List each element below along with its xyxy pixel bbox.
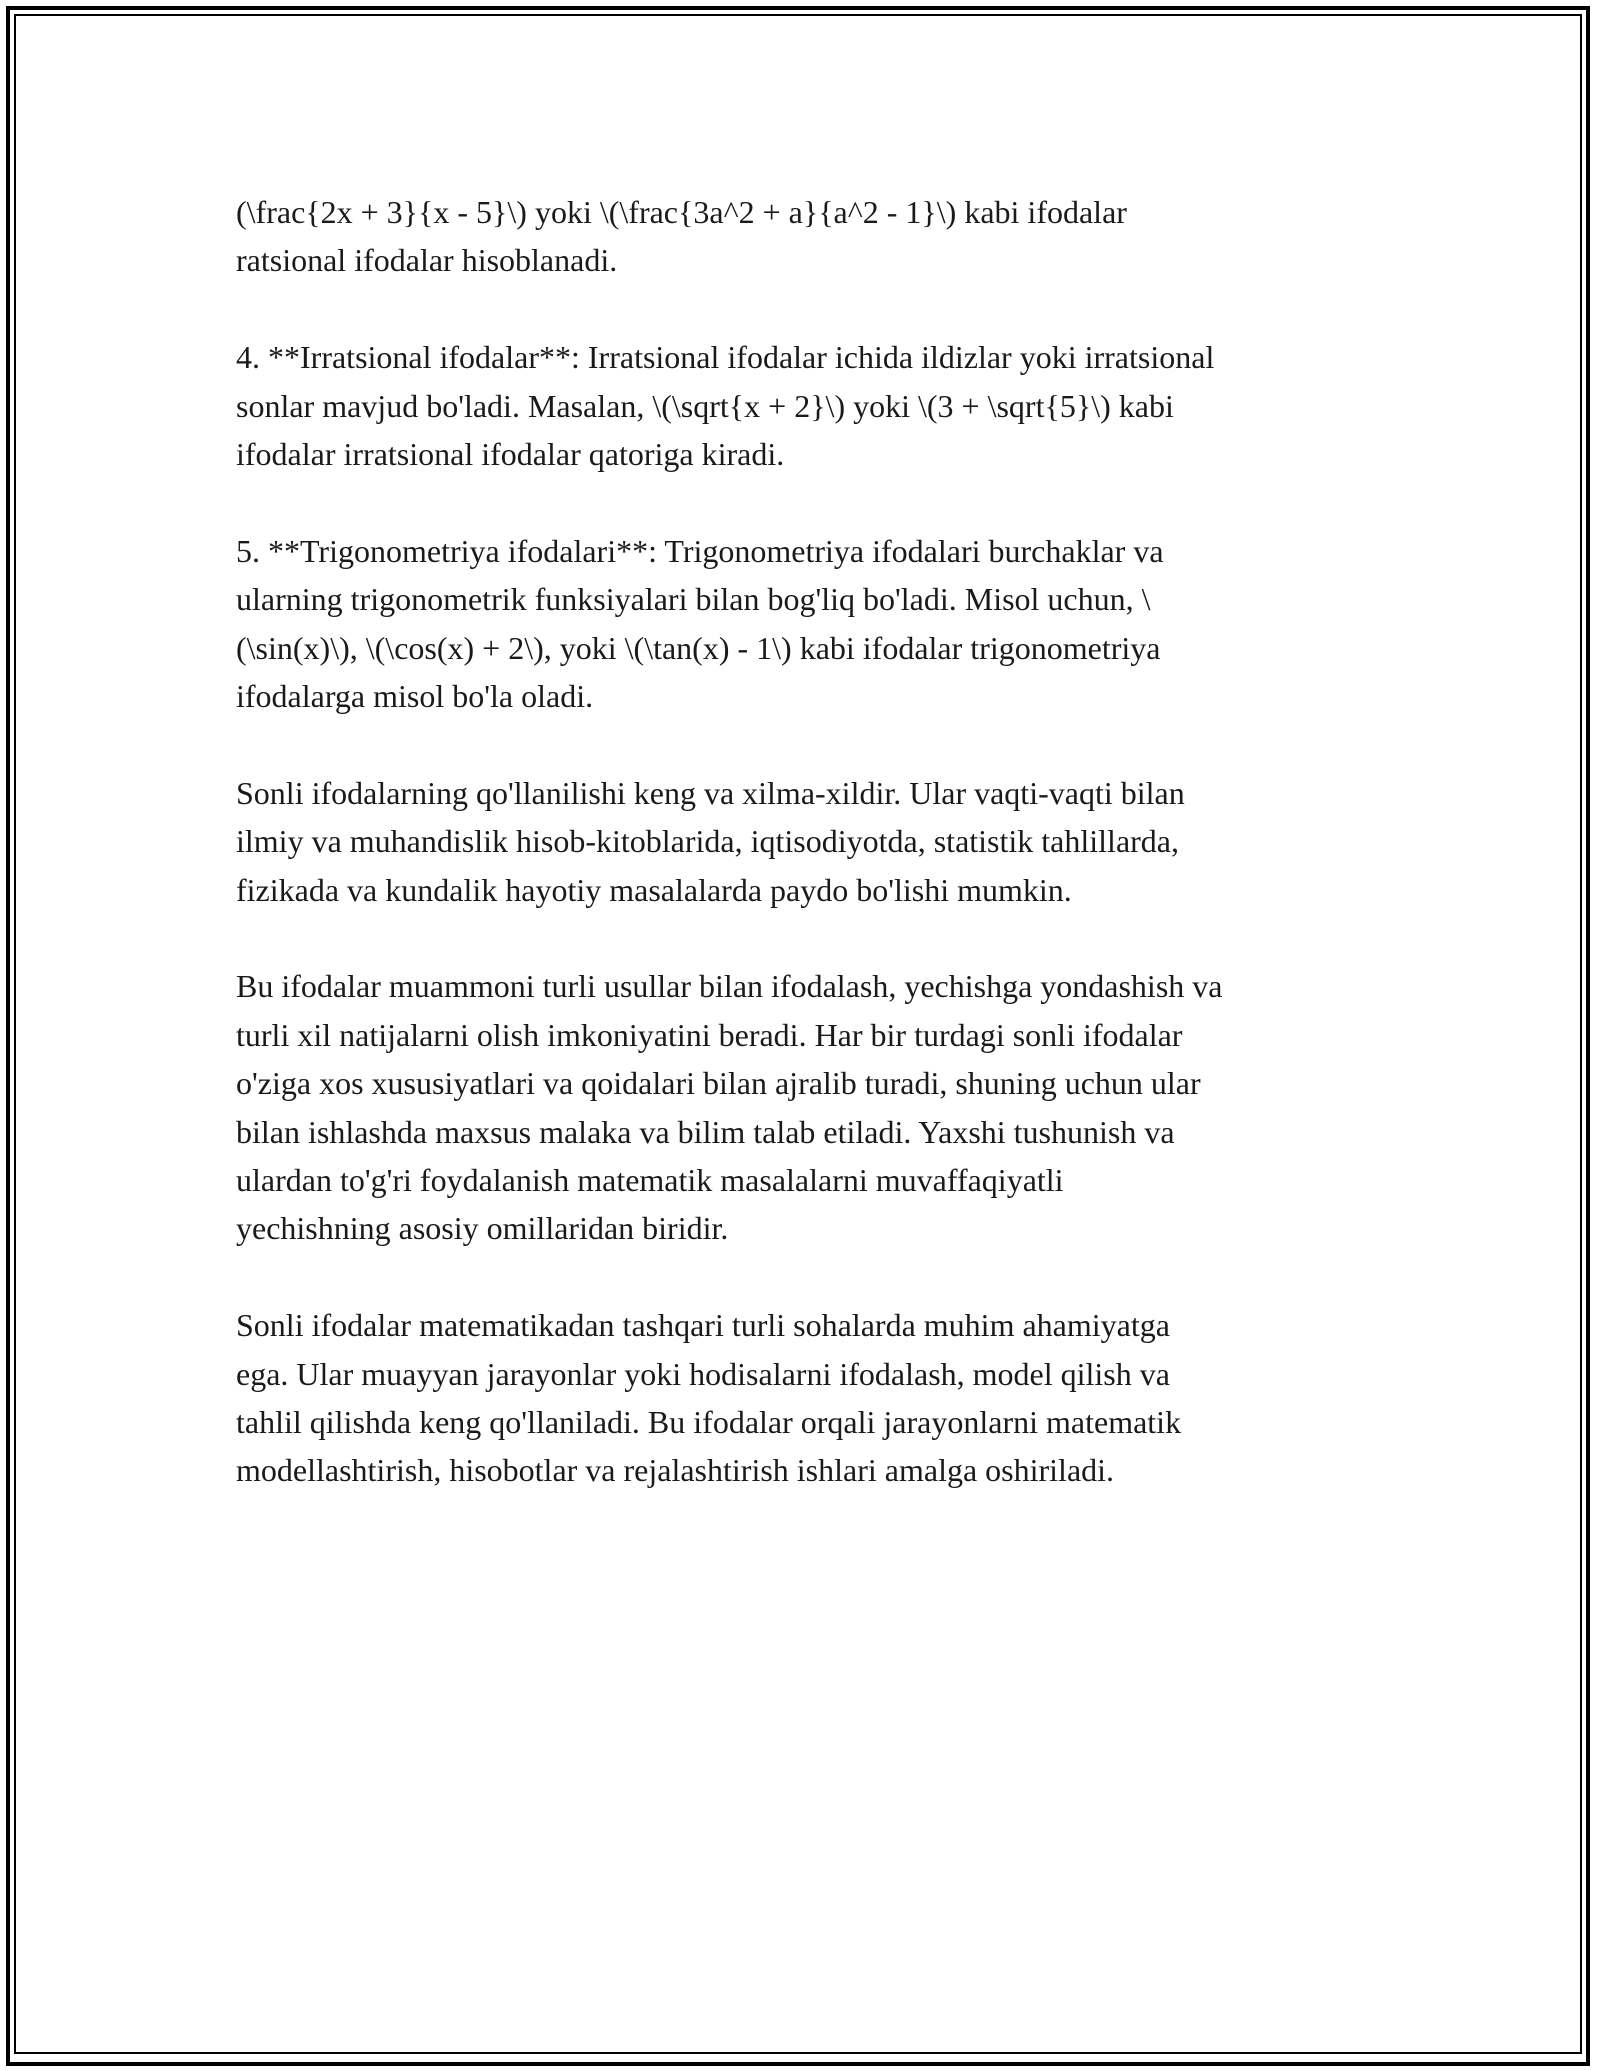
- paragraph-trigonometric-expressions: 5. **Trigonometriya ifodalari**: Trigonometriya ifodalari burchaklar va ularning trigonometrik funksiyalari bilan bog'liq bo'ladi. Misol uchun, \ (\sin(x)\), \(\cos(x) + 2\), yoki \(\tan(x) - 1\) kabi ifodalar trigonometriya ifodalarga misol bo'la oladi.: [236, 532, 1164, 715]
- paragraph-applications: Sonli ifodalarning qo'llanilishi keng va xilma-xildir. Ular vaqti-vaqti bilan ilmiy va muhandislik hisob-kitoblarida, iqtisodiyotda, statistik tahlillarda, fizikada va kundalik hayotiy masalalarda paydo bo'lishi mumkin.: [236, 774, 1185, 908]
- paragraph-problem-solving: Bu ifodalar muammoni turli usullar bilan ifodalash, yechishga yondashish va turli xil natijalarni olish imkoniyatini beradi. Har bir turdagi sonli ifodalar o'ziga xos xususiyatlari va qoidalari bilan ajralib turadi, shuning uchun ular bilan ishlashda maxsus malaka va bilim talab etiladi. Yaxshi tushunish va ulardan to'g'ri foydalanish matematik masalalarni muvaffaqiyatli yechishning asosiy omillaridan biridir.: [236, 968, 1223, 1247]
- paragraph-irrational-expressions: 4. **Irratsional ifodalar**: Irratsional ifodalar ichida ildizlar yoki irratsional sonlar mavjud bo'ladi. Masalan, \(\sqrt{x + 2}\) yoki \(3 + \sqrt{5}\) kabi ifodalar irratsional ifodalar qatoriga kiradi.: [236, 339, 1215, 473]
- paragraph-rational-examples: (\frac{2x + 3}{x - 5}\) yoki \(\frac{3a^2 + a}{a^2 - 1}\) kabi ifodalar ratsional ifodalar hisoblanadi.: [236, 194, 1127, 279]
- paragraph-other-fields: Sonli ifodalar matematikadan tashqari turli sohalarda muhim ahamiyatga ega. Ular muayyan jarayonlar yoki hodisalarni ifodalash, model qilish va tahlil qilishda keng qo'llaniladi. Bu ifodalar orqali jarayonlarni matematik modellashtirish, hisobotlar va rejalashtirish ishlari amalga oshiriladi.: [236, 1307, 1182, 1489]
- document-body: [236, 188, 1386, 1543]
